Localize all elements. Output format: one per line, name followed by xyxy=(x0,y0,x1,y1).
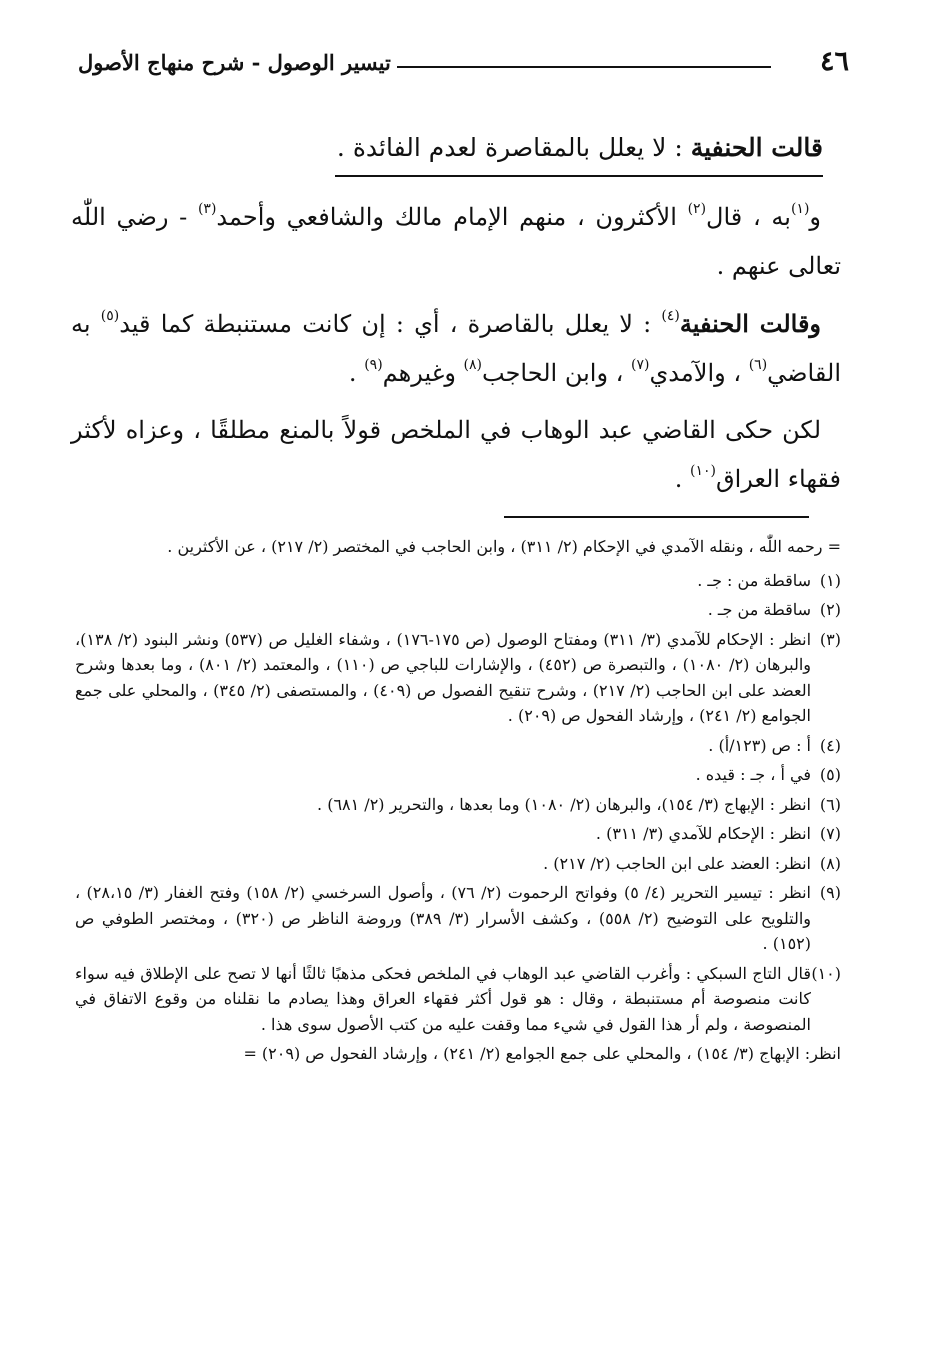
footnote-number: (٨) xyxy=(819,853,841,873)
footnote-number: (٧) xyxy=(819,824,841,843)
footnote-text: انظر: العضد على ابن الحاجب (٢/ ٢١٧) . xyxy=(543,853,811,873)
footnote-number: (٢) xyxy=(819,600,841,619)
footnote-item xyxy=(75,762,841,788)
section-heading-lead: قالت الحنفية xyxy=(690,133,823,162)
footnote-number: (٥) xyxy=(819,765,841,784)
paragraph-3 xyxy=(71,406,841,504)
footnote-ref: (٥) xyxy=(100,308,120,324)
footnote-number: (١) xyxy=(819,570,841,590)
footnote-item xyxy=(75,961,841,1038)
footnote-item xyxy=(75,792,841,818)
footnote-ref: (٩) xyxy=(364,357,383,373)
footnote-item xyxy=(75,880,841,957)
footnote-text: ساقطة من : جـ . xyxy=(697,570,811,590)
footnote-text: قال التاج السبكي : وأغرب القاضي عبد الوهاب في الملخص فحكى مذهبًا ثالثًا أنها لا تصح على الإطلاق فيه سواء كانت منصوصة أم مستنبطة ، وقال : هو قول أكثر فقهاء العراق وهذا يصادم ما نقلناه من وقوع الاتفاق في المنصوصة ، ولم أر هذا القول في شيء مما وقفت عليه من كتب الأصول سوى هذا . xyxy=(75,963,812,1034)
footnote-number: (٦) xyxy=(819,794,841,814)
footnote-text: انظر : الإحكام للآمدي (٣/ ٣١١) . xyxy=(595,824,811,843)
section-heading xyxy=(333,128,823,168)
paragraph-lead: وقالت الحنفية xyxy=(679,309,822,338)
text-run: : لا يعلل بالقاصرة ، أي : إن كانت مستنبطة كما قيد xyxy=(119,310,662,338)
paragraph-2 xyxy=(71,299,841,398)
running-header xyxy=(78,46,849,86)
footnote-text: ساقطة من جـ . xyxy=(707,600,811,619)
footnote-item xyxy=(75,821,841,847)
heading-underline xyxy=(335,175,823,177)
text-run: به القاضي xyxy=(71,310,841,387)
text-run: لكن حكى القاضي عبد الوهاب في الملخص قولاً بالمنع مطلقًا ، وعزاه لأكثر فقهاء العراق xyxy=(71,416,841,493)
footnote-text: انظر : تيسير التحرير (٤/ ٥) وفواتح الرحموت (٢/ ٧٦) ، وأصول السرخسي (٢/ ١٥٨) وفتح الغفار (٣/ ٢٨،١٥) ، والتلويح على التوضيح (٢/ ٥٥٨) ، وكشف الأسرار (٣/ ٣٨٩) وروضة الناظر ص (٣٢٠) ، ومختصر الطوفي ص (١٥٢) . xyxy=(75,883,812,953)
footnote-separator xyxy=(504,516,809,518)
text-run: به ، قال xyxy=(706,203,791,231)
footnote-item xyxy=(75,627,841,729)
footnote-item xyxy=(75,597,841,623)
footnote-continued-line: انظر: الإبهاج (٣/ ١٥٤) ، والمحلي على جمع الجوامع (٢/ ٢٤١) ، وإرشاد الفحول ص (٢٠٩) = xyxy=(243,1044,841,1063)
footnote-ref: (١) xyxy=(790,201,810,217)
footnote-item xyxy=(75,851,841,877)
page-number: ٤٦ xyxy=(819,46,849,77)
text-run: . xyxy=(674,465,691,493)
footnote-number: (١٠) xyxy=(811,963,841,983)
footnote-ref: (١٠) xyxy=(690,463,716,479)
footnote-text: انظر : الإحكام للآمدي (٣/ ٣١١) ومفتاح الوصول (ص ١٧٥-١٧٦) ، وشفاء الغليل ص (٥٣٧) ونشر البنود (٢/ ١٣٨)، والبرهان (٢/ ١٠٨٠) ، والتبصرة ص (٤٥٢) ، والإشارات للباجي ص (١١٠) ، والمعتمد (٢/ ٨٠١) ، وما بعدها وشرح العضد على ابن الحاجب (٢/ ٢١٧) ، وشرح تنقيح الفصول ص (٤٠٩) ، والمستصفى (٢/ ٣٤٥) ، والمحلي على جمع الجوامع (٢/ ٢٤١) ، وإرشاد الفحول ص (٢٠٩) . xyxy=(75,629,812,725)
footnote-ref: (٣) xyxy=(197,201,217,217)
paragraph-1 xyxy=(71,193,841,291)
footnote-ref: (٧) xyxy=(631,357,650,373)
footnote-ref: (٦) xyxy=(748,357,768,373)
footnote-number: (٣) xyxy=(819,629,842,649)
text-run: وغيرهم xyxy=(382,359,464,387)
footnote-ref: (٤) xyxy=(661,308,680,324)
footnotes xyxy=(75,534,841,1067)
running-title: تيسير الوصول - شرح منهاج الأصول xyxy=(78,50,391,75)
text-run: و xyxy=(809,203,821,231)
text-run: ، والآمدي xyxy=(649,359,749,387)
text-run: الأكثرون ، منهم الإمام مالك والشافعي وأحمد xyxy=(216,203,688,231)
footnote-text: أ : ص (١٢٣/أ) . xyxy=(708,735,811,755)
footnote-ref: (٨) xyxy=(463,357,483,373)
text-run: ، وابن الحاجب xyxy=(482,359,632,387)
footnote-number: (٤) xyxy=(819,735,841,755)
footnote-ref: (٢) xyxy=(687,201,707,217)
footnote-item xyxy=(75,733,841,759)
text-run: . xyxy=(348,359,365,387)
text-run: - رضي اللّٰه تعالى عنهم . xyxy=(71,203,841,280)
footnote-continuation: = رحمه اللّٰه ، ونقله الآمدي في الإحكام (٢/ ٣١١) ، وابن الحاجب في المختصر (٢/ ٢١٧) ، عن الأكثرين . xyxy=(167,537,841,556)
section-heading-text: : لا يعلل بالمقاصرة لعدم الفائدة . xyxy=(336,133,691,162)
footnote-item xyxy=(75,568,841,594)
footnote-text: في أ ، جـ : قيده . xyxy=(695,765,811,784)
footnote-text: انظر : الإبهاج (٣/ ١٥٤)، والبرهان (٢/ ١٠٨٠) وما بعدها ، والتحرير (٢/ ٦٨١) . xyxy=(317,794,811,814)
header-rule xyxy=(397,66,771,68)
body-text xyxy=(71,193,841,512)
footnote-number: (٩) xyxy=(819,883,841,902)
